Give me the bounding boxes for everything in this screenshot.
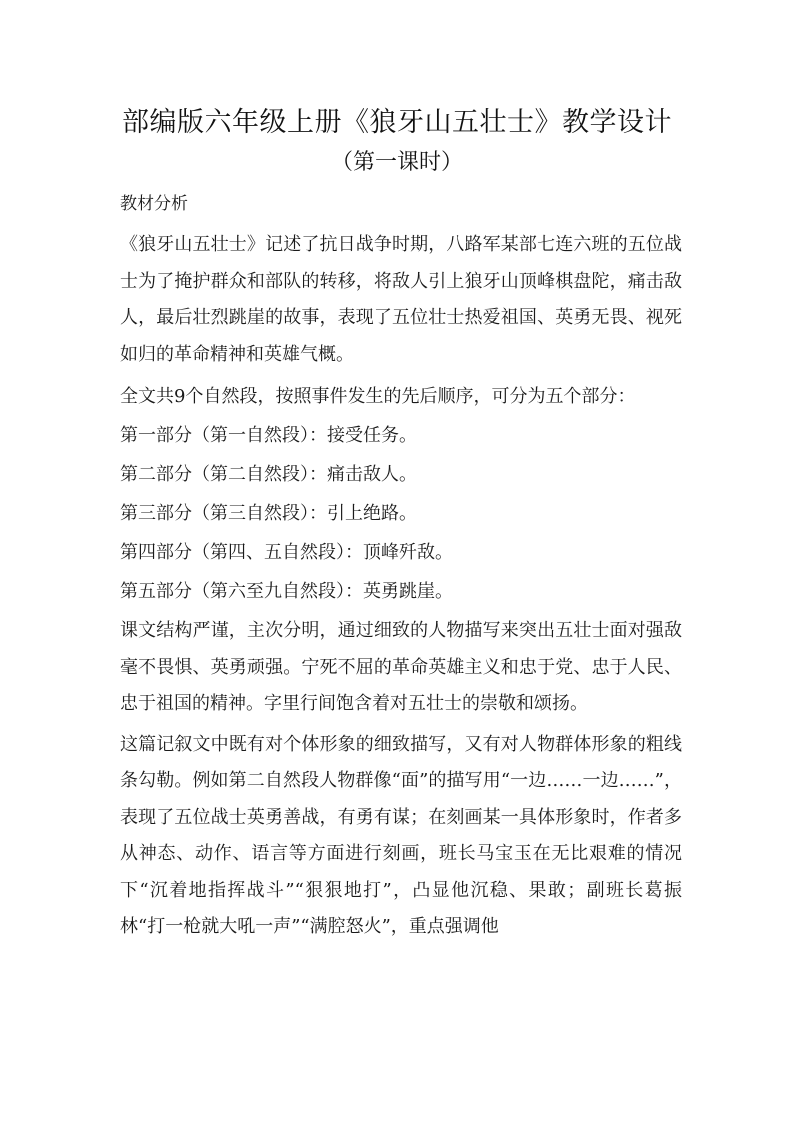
part-item: 第五部分（第六至九自然段）：英勇跳崖。 xyxy=(120,581,453,602)
part-item: 第三部分（第三自然段）：引上绝路。 xyxy=(120,503,417,524)
section-heading: 教材分析 xyxy=(120,194,188,214)
part-item: 第四部分（第四、五自然段）：顶峰歼敌。 xyxy=(120,542,453,563)
document-body xyxy=(120,192,682,950)
parts-list xyxy=(120,416,682,611)
paragraph-characters: 这篇记叙文中既有对个体形象的细致描写，又有对人物群体形象的粗线条勾勒。例如第二自然段人物群像“面”的描写用“一边……一边……”，表现了五位战士英勇善战，有勇有谋；在刻画某一具体形象时，作者多从神态、动作、语言等方面进行刻画，班长马宝玉在无比艰难的情况下“沉着地指挥战斗”“狠狠地打”，凸显他沉稳、果敢；副班长葛振林“打一枪就大吼一声”“满腔怒火”，重点强调他 xyxy=(120,733,682,937)
paragraph-summary: 《狼牙山五壮士》记述了抗日战争时期，八路军某部七连六班的五位战士为了掩护群众和部队的转移，将敌人引上狼牙山顶峰棋盘陀，痛击敌人，最后壮烈跳崖的故事，表现了五位壮士热爱祖国、英勇无畏、视死如归的革命精神和英雄气概。 xyxy=(120,234,682,365)
document-title: 部编版六年级上册《狼牙山五壮士》教学设计 xyxy=(122,107,672,138)
part-item: 第二部分（第二自然段）：痛击敌人。 xyxy=(120,464,417,485)
document-subtitle: （第一课时） xyxy=(330,150,463,175)
part-item: 第一部分（第一自然段）：接受任务。 xyxy=(120,425,417,446)
structure-intro: 全文共9个自然段，按照事件发生的先后顺序，可分为五个部分： xyxy=(120,386,636,407)
paragraph-structure: 课文结构严谨，主次分明，通过细致的人物描写来突出五壮士面对强敌毫不畏惧、英勇顽强。宁死不屈的革命英雄主义和忠于党、忠于人民、忠于祖国的精神。字里行间饱含着对五壮士的崇敬和颂扬。 xyxy=(120,620,682,714)
